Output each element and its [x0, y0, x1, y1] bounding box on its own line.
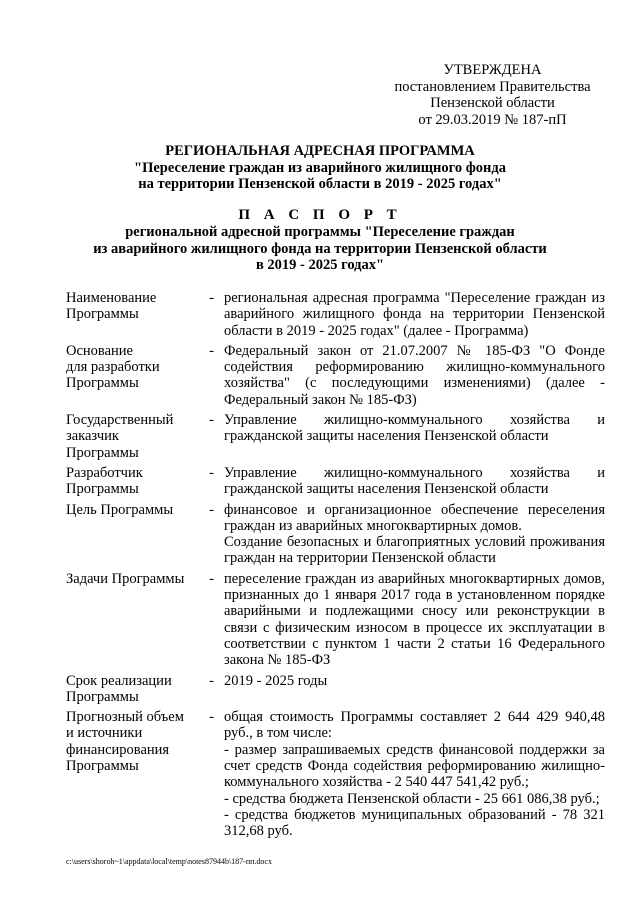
passport-row — [66, 673, 611, 706]
passport-subtitle — [0, 224, 640, 274]
row-dash: - — [209, 464, 214, 481]
row-paragraph: Федеральный закон от 21.07.2007 № 185-ФЗ "О Фонде содействия реформированию жилищно-коммунального хозяйства" (с последующими изменениями) (далее - Федеральный закон № 185-ФЗ) — [224, 342, 605, 408]
approval-line: УТВЕРЖДЕНА — [443, 62, 542, 78]
row-content — [224, 571, 605, 669]
passport-subtitle-line: региональной адресной программы "Переселение граждан — [125, 224, 515, 240]
row-paragraph: Управление жилищно-коммунального хозяйства и гражданской защиты населения Пензенской области — [224, 412, 605, 445]
row-label: Задачи Программы — [66, 570, 185, 587]
row-paragraph: Управление жилищно-коммунального хозяйства и гражданской защиты населения Пензенской области — [224, 464, 605, 498]
row-label: Срок реализации Программы — [66, 672, 172, 705]
row-dash: - — [209, 570, 214, 587]
passport-row — [66, 571, 611, 669]
approval-line: от 29.03.2019 № 187-пП — [418, 111, 567, 128]
row-label: Разработчик Программы — [66, 464, 143, 498]
passport-subtitle-line: в 2019 - 2025 годах" — [255, 257, 385, 273]
row-dash: - — [209, 709, 214, 726]
row-paragraph: - средства бюджета Пензенской области - 25 661 086,38 руб.; — [224, 790, 600, 807]
approval-line: Пензенской области — [430, 95, 555, 111]
row-content — [224, 709, 605, 839]
row-paragraph: 2019 - 2025 годы — [224, 672, 328, 689]
program-title-line: РЕГИОНАЛЬНАЯ АДРЕСНАЯ ПРОГРАММА — [165, 143, 475, 159]
row-content — [224, 412, 605, 461]
passport-row — [66, 709, 611, 839]
row-dash: - — [209, 342, 214, 359]
row-label: Цель Программы — [66, 501, 174, 518]
passport-row — [66, 290, 611, 339]
row-content — [224, 290, 605, 339]
passport-heading: П А С П О Р Т — [238, 207, 402, 223]
approval-stamp — [380, 62, 605, 128]
row-dash: - — [209, 412, 214, 429]
row-dash: - — [209, 501, 214, 518]
row-content — [224, 465, 605, 498]
passport-row — [66, 465, 611, 498]
passport-row — [66, 343, 611, 408]
program-title — [0, 143, 640, 193]
approval-line: постановлением Правительства — [394, 78, 591, 95]
row-paragraph: региональная адресная программа "Переселение граждан из аварийного жилищного фонда на территории Пензенской области в 2019 - 2025 годах" (далее - Программа) — [224, 290, 605, 339]
row-dash: - — [209, 290, 214, 306]
row-content — [224, 502, 605, 567]
row-dash: - — [209, 672, 214, 689]
row-paragraph: Создание безопасных и благоприятных условий проживания граждан на территории Пензенской области — [224, 534, 605, 567]
passport-subtitle-line: из аварийного жилищного фонда на территории Пензенской области — [93, 240, 547, 257]
program-title-line: "Переселение граждан из аварийного жилищного фонда — [134, 159, 506, 176]
row-label: Государственный заказчик Программы — [66, 412, 174, 461]
row-paragraph: - средства бюджетов муниципальных образований - 78 321 312,68 руб. — [224, 806, 605, 840]
program-title-line: на территории Пензенской области в 2019 - 2025 годах" — [138, 176, 502, 192]
passport-row — [66, 502, 611, 567]
passport-row — [66, 412, 611, 461]
row-label: Основание для разработки Программы — [66, 342, 160, 392]
row-label: Прогнозный объем и источники финансирования Программы — [66, 709, 184, 775]
row-content — [224, 673, 605, 706]
passport-table — [66, 290, 611, 844]
file-path-footer: c:\users\shoroh~1\appdata\local\temp\notes87944b\187-пп.docx — [66, 857, 272, 866]
row-content — [224, 343, 605, 408]
row-paragraph: общая стоимость Программы составляет 2 644 429 940,48 руб., в том числе: — [224, 709, 605, 742]
row-paragraph: переселение граждан из аварийных многоквартирных домов, признанных до 1 января 2017 года в установленном порядке аварийными и подлежащими сносу или реконструкции в связи с физическим износом в процессе их эксплуатации в соответствии с пунктом 1 части 2 статьи 16 Федерального закона № 185-ФЗ — [224, 570, 605, 669]
row-paragraph: - размер запрашиваемых средств финансовой поддержки за счет средств Фонда содействия реформированию жилищно-коммунального хозяйства - 2 540 447 541,42 руб.; — [224, 741, 605, 791]
row-paragraph: финансовое и организационное обеспечение переселения граждан из аварийных многоквартирных домов. — [224, 501, 605, 534]
row-label: Наименование Программы — [66, 290, 157, 323]
